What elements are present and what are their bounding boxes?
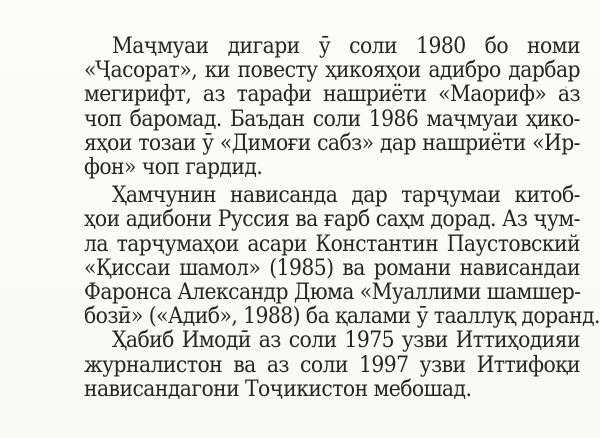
scan-speck <box>430 241 432 243</box>
text-line: журналистон ва аз соли 1997 узви Иттифоқи <box>84 351 580 378</box>
text-line: яҳои тозаи ӯ «Димоғи сабз» дар нашриёти «Ир- <box>84 129 580 156</box>
text-line: мегирифт, аз тарафи нашриёти «Маориф» аз <box>84 81 580 108</box>
scan-speck <box>92 365 94 367</box>
text-line: бозӣ» («Адиб», 1988) ба қалами ӯ тааллуқ доранд. <box>84 303 600 330</box>
text-line: ла тарҷумаҳои асари Константин Паустовский <box>84 230 580 257</box>
paragraph-3 <box>84 328 580 401</box>
scan-speck <box>565 86 567 88</box>
text-line: «Қиссаи шамол» (1985) ва романи нависандаи <box>84 254 580 281</box>
body-text <box>84 33 600 402</box>
text-line: нависандагони Тоҷикистон мебошад. <box>84 375 472 402</box>
paragraph-2 <box>84 182 600 330</box>
text-line: Ҳамчунин нависанда дар тарҷумаи китоб- <box>112 182 580 209</box>
text-line: Маҷмуаи дигари ӯ соли 1980 бо номи <box>112 33 580 59</box>
text-line: фон» чоп гардид. <box>84 154 263 181</box>
text-line: чоп баромад. Баъдан соли 1986 маҷмуаи ҳико- <box>84 105 580 132</box>
text-line: «Ҷасорат», ки повесту ҳикояҳои адибро дарбар <box>84 57 580 84</box>
text-line: ҳои адибони Руссия ва ғарб саҳм дорад. Аз ҷум- <box>84 206 580 233</box>
paragraph-1 <box>84 34 580 179</box>
text-line: Ҳабиб Имодӣ аз соли 1975 узви Иттиҳодияи <box>112 327 580 354</box>
text-line: Фаронса Александр Дюма «Муаллими шамшер- <box>84 279 581 306</box>
